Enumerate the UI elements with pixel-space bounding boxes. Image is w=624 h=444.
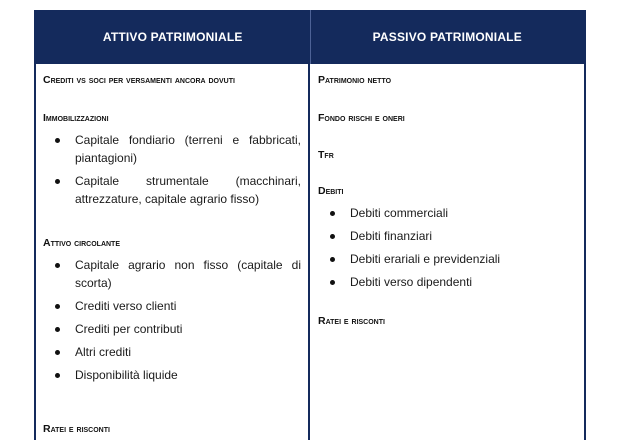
debiti-list xyxy=(318,204,584,291)
list-item-text: Debiti erariali e previdenziali xyxy=(350,252,501,266)
bullet-icon xyxy=(55,373,60,378)
immobilizzazioni-title: Immobilizzazioni xyxy=(43,112,109,124)
bullet-icon xyxy=(55,179,60,184)
list-item xyxy=(318,204,584,222)
bullet-icon xyxy=(55,263,60,268)
list-item-text: Altri crediti xyxy=(75,345,132,359)
list-item xyxy=(318,227,584,245)
balance-sheet-table xyxy=(34,10,586,440)
list-item-text: Debiti verso dipendenti xyxy=(350,275,473,289)
fondo-rischi-title: Fondo rischi e oneri xyxy=(318,112,405,124)
list-item xyxy=(43,131,301,167)
tfr-title: Tfr xyxy=(318,149,334,161)
list-item-text: Capitale agrario non fisso (capitale di scorta) xyxy=(75,258,301,290)
list-item xyxy=(43,366,301,384)
ratei-risconti-passivo-title: Ratei e risconti xyxy=(318,315,385,327)
list-item xyxy=(43,343,301,361)
debiti-title: Debiti xyxy=(318,185,344,197)
list-item-text: Capitale strumentale (macchinari, attrezzature, capitale agrario fisso) xyxy=(75,174,301,206)
attivo-circolante-title: Attivo circolante xyxy=(43,237,120,249)
list-item-text: Debiti finanziari xyxy=(350,229,433,243)
list-item xyxy=(43,320,301,338)
ratei-risconti-attivo-title: Ratei e risconti xyxy=(43,423,110,435)
table-body xyxy=(36,64,584,440)
list-item-text: Capitale fondiario (terreni e fabbricati, piantagioni) xyxy=(75,133,301,165)
list-item-text: Disponibilità liquide xyxy=(75,368,178,382)
immobilizzazioni-list xyxy=(43,131,301,208)
list-item xyxy=(43,256,301,292)
crediti-soci-title: Crediti vs soci per versamenti ancora dovuti xyxy=(43,74,235,86)
list-item-text: Crediti per contributi xyxy=(75,322,183,336)
attivo-column xyxy=(36,64,310,440)
list-item xyxy=(43,297,301,315)
bullet-icon xyxy=(55,138,60,143)
header-passivo: PASSIVO PATRIMONIALE xyxy=(372,30,522,44)
list-item xyxy=(318,250,584,268)
bullet-icon xyxy=(330,211,335,216)
list-item-text: Debiti commerciali xyxy=(350,206,449,220)
header-attivo: ATTIVO PATRIMONIALE xyxy=(36,10,311,64)
list-item-text: Crediti verso clienti xyxy=(75,299,177,313)
table-header xyxy=(36,10,584,64)
patrimonio-netto-title: Patrimonio netto xyxy=(318,74,392,86)
bullet-icon xyxy=(330,257,335,262)
bullet-icon xyxy=(330,280,335,285)
list-item xyxy=(318,273,584,291)
attivo-circolante-list xyxy=(43,256,301,384)
list-item xyxy=(43,172,301,208)
passivo-column xyxy=(310,64,584,440)
bullet-icon xyxy=(330,234,335,239)
bullet-icon xyxy=(55,304,60,309)
bullet-icon xyxy=(55,350,60,355)
bullet-icon xyxy=(55,327,60,332)
